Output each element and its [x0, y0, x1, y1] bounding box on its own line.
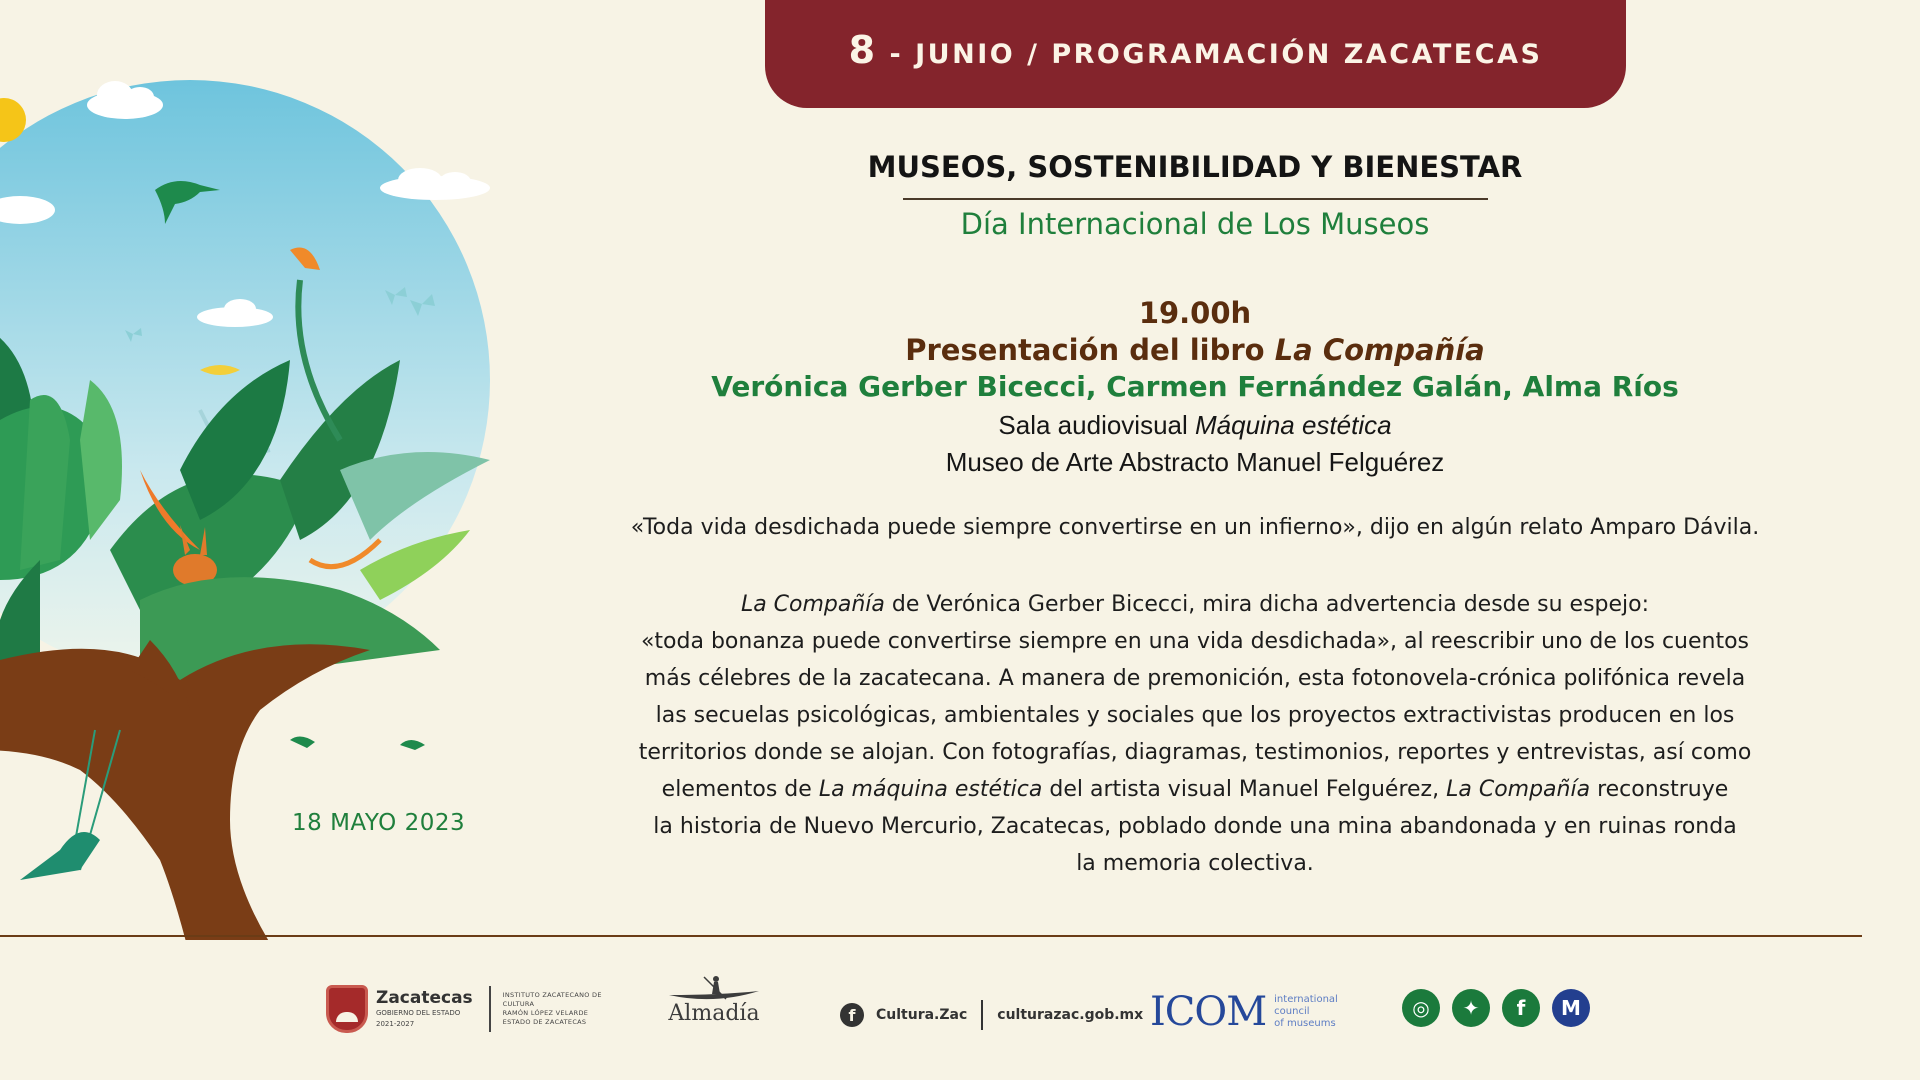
facebook-icon[interactable]: f: [1502, 989, 1540, 1027]
footer-logos: [0, 975, 1920, 1045]
description-book-title: La Compañía: [740, 592, 885, 617]
header-banner: [765, 0, 1626, 108]
description-line: territorios donde se alojan. Con fotografías, diagramas, testimonios, reportes y entrevistas, así como: [638, 740, 1752, 765]
event-authors: Verónica Gerber Bicecci, Carmen Fernández Galán, Alma Ríos: [711, 370, 1679, 403]
event-date-label: 18 MAYO 2023: [292, 810, 466, 836]
footer-divider: [0, 935, 1862, 937]
website-link[interactable]: culturazac.gob.mx: [997, 1007, 1144, 1023]
section-subtitle: Día Internacional de Los Museos: [960, 207, 1430, 241]
event-title-book: La Compañía: [1274, 333, 1485, 367]
cultura-institute-logo: INSTITUTO ZACATECANO DE CULTURA RAMÓN LÓPEZ VELARDE ESTADO DE ZACATECAS: [502, 991, 602, 1026]
facebook-icon: f: [840, 1003, 864, 1027]
twitter-icon[interactable]: ✦: [1452, 989, 1490, 1027]
event-venue-name: Máquina estética: [1195, 410, 1392, 440]
facebook-handle[interactable]: f Cultura.Zac culturazac.gob.mx: [840, 1000, 1143, 1030]
bird-icon: [290, 736, 425, 750]
instagram-icon[interactable]: ◎: [1402, 989, 1440, 1027]
museum-logo-icon[interactable]: M: [1552, 989, 1590, 1027]
divider: [489, 986, 491, 1032]
event-venue: [570, 410, 1820, 441]
canoe-icon: [664, 975, 764, 1003]
description-line: la memoria colectiva.: [1076, 851, 1314, 876]
divider: [981, 1000, 983, 1030]
event-title: [570, 333, 1820, 367]
social-icons: [1402, 989, 1590, 1027]
almadia-logo: Almadía: [664, 975, 764, 1026]
description-line: más célebres de la zacatecana. A manera de premonición, esta fotonovela-crónica polifónica revela: [644, 666, 1746, 691]
section-title: MUSEOS, SOSTENIBILIDAD Y BIENESTAR: [867, 150, 1523, 184]
opening-quote: «Toda vida desdichada puede siempre convertirse en un infierno», dijo en algún relato Amparo Dávila.: [630, 515, 1760, 540]
zacatecas-shield-icon: [326, 985, 368, 1033]
zacatecas-logo: Zacatecas GOBIERNO DEL ESTADO 2021-2027 INSTITUTO ZACATECANO DE CULTURA RAMÓN LÓPEZ VELARDE ESTADO DE ZACATECAS: [326, 985, 602, 1033]
title-divider: [903, 198, 1488, 200]
event-time: 19.00h: [1138, 296, 1252, 330]
description-line: elementos de La máquina estética del artista visual Manuel Felguérez, La Compañía reconstruye: [661, 777, 1729, 802]
tree-trunk: [0, 644, 370, 940]
event-venue-prefix: Sala audiovisual: [998, 410, 1188, 440]
banner-title: - JUNIO / PROGRAMACIÓN ZACATECAS: [889, 38, 1543, 70]
tree-globe-illustration: [0, 0, 520, 940]
description-line: La Compañía de Verónica Gerber Bicecci, mira dicha advertencia desde su espejo:: [740, 592, 1650, 617]
event-museum: Museo de Arte Abstracto Manuel Felguérez: [945, 447, 1445, 477]
icom-logo: ICOM international council of museums: [1150, 989, 1338, 1035]
banner-day: 8: [848, 28, 878, 72]
description-line: las secuelas psicológicas, ambientales y sociales que los proyectos extractivistas producen en los: [655, 703, 1735, 728]
description-line: la historia de Nuevo Mercurio, Zacatecas, poblado donde una mina abandonada y en ruinas ronda: [653, 814, 1737, 839]
book-description: [600, 586, 1790, 882]
event-title-prefix: Presentación del libro: [905, 333, 1265, 367]
description-line: «toda bonanza puede convertirse siempre en una vida desdichada», al reescribir uno de los cuentos: [640, 629, 1750, 654]
